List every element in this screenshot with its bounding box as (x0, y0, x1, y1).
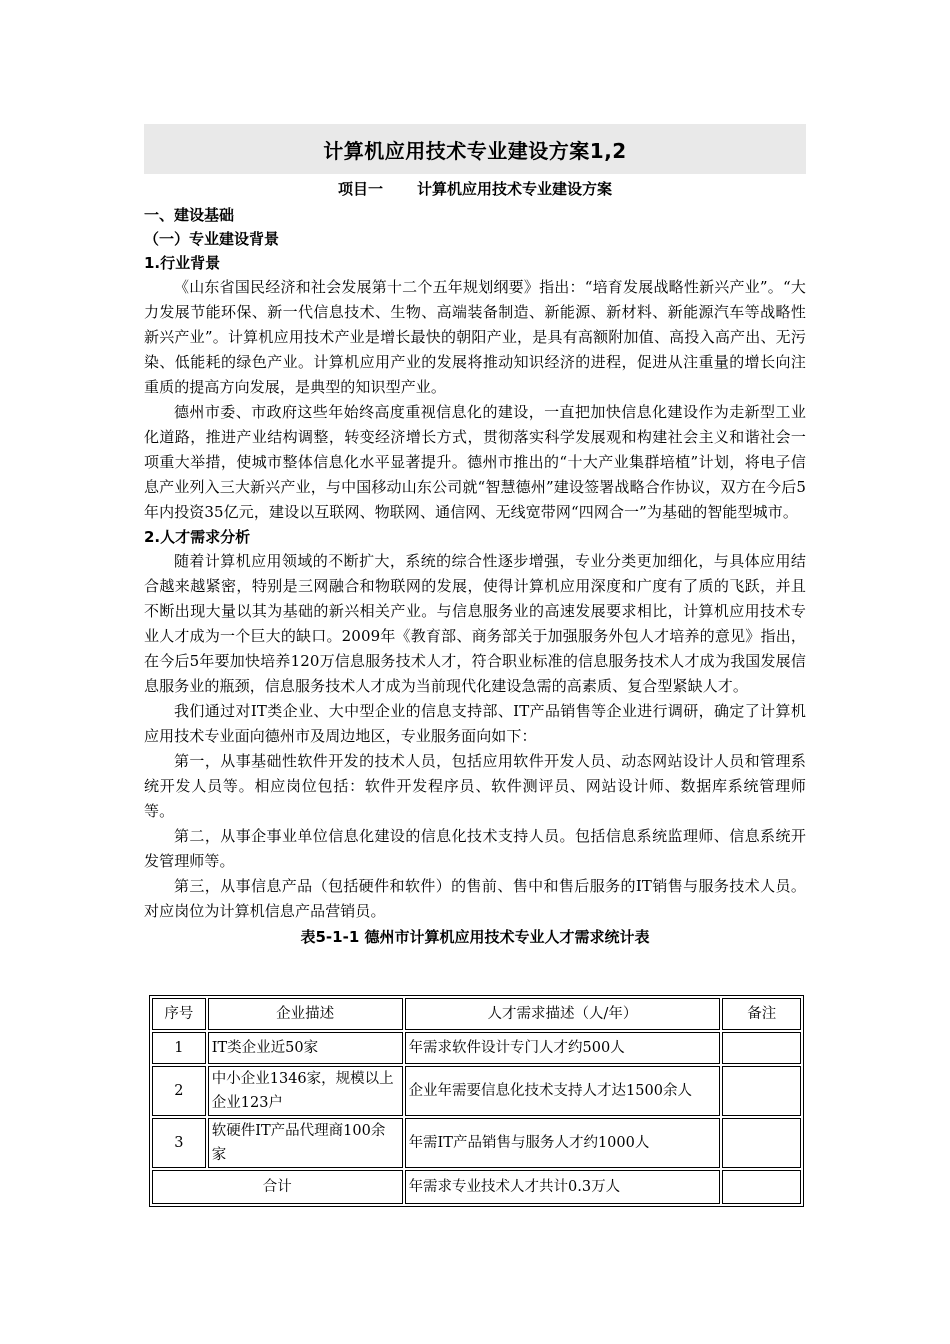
table-cell: IT类企业近50家 (208, 1032, 403, 1064)
demand-table (149, 995, 804, 1207)
table-header-row (152, 998, 801, 1030)
document-title: 计算机应用技术专业建设方案1,2 (144, 124, 806, 174)
table-row (152, 1066, 801, 1116)
header-cell: 人才需求描述（人/年） (405, 998, 721, 1030)
paragraph: 随着计算机应用领域的不断扩大，系统的综合性逐步增强，专业分类更加细化，与具体应用结合越来越紧密，特别是三网融合和物联网的发展，使得计算机应用深度和广度有了质的飞跃，并且不断出现大量以其为基础的新兴相关产业。与信息服务业的高速发展要求相比，计算机应用技术专业人才成为一个巨大的缺口。2009年《教育部、商务部关于加强服务外包人才培养的意见》指出，在今后5年要加快培养120万信息服务技术人才，符合职业标准的信息服务技术人才成为我国发展信息服务业的瓶颈，信息服务技术人才成为当前现代化建设急需的高素质、复合型紧缺人才。 (144, 552, 806, 695)
table-cell: 中小企业1346家，规模以上企业123户 (208, 1066, 403, 1116)
paragraph: 《山东省国民经济和社会发展第十二个五年规划纲要》指出：“培育发展战略性新兴产业”。“大力发展节能环保、新一代信息技术、生物、高端装备制造、新能源、新材料、新能源汽车等战略性新兴产业”。计算机应用技术产业是增长最快的朝阳产业，是具有高额附加值、高投入高产出、无污染、低能耗的绿色产业。计算机应用产业的发展将推动知识经济的进程，促进从注重量的增长向注重质的提高方向发展，是典型的知识型产业。 (144, 278, 806, 396)
table-row (152, 1032, 801, 1064)
project-title: 计算机应用技术专业建设方案 (417, 180, 613, 198)
table-cell (722, 1118, 801, 1168)
subsection-heading: （一）专业建设背景 (144, 230, 280, 248)
table-cell: 软硬件IT产品代理商100余家 (208, 1118, 403, 1168)
total-note (722, 1170, 801, 1204)
talent-heading: 2.人才需求分析 (144, 528, 251, 546)
table-cell: 2 (152, 1066, 206, 1116)
table-cell: 3 (152, 1118, 206, 1168)
total-label: 合计 (152, 1170, 403, 1204)
table-total-row (152, 1170, 801, 1204)
header-cell: 备注 (722, 998, 801, 1030)
table-cell: 1 (152, 1032, 206, 1064)
paragraph: 第三，从事信息产品（包括硬件和软件）的售前、售中和售后服务的IT销售与服务技术人员。对应岗位为计算机信息产品营销员。 (144, 877, 806, 920)
paragraph: 德州市委、市政府这些年始终高度重视信息化的建设，一直把加快信息化建设作为走新型工业化道路，推进产业结构调整，转变经济增长方式，贯彻落实科学发展观和构建社会主义和谐社会一项重大举措，使城市整体信息化水平显著提升。德州市推出的“十大产业集群培植”计划，将电子信息产业列入三大新兴产业，与中国移动山东公司就“智慧德州”建设签署战略合作协议，双方在今后5年内投资35亿元，建设以互联网、物联网、通信网、无线宽带网“四网合一”为基础的智能型城市。 (144, 403, 806, 521)
header-cell: 序号 (152, 998, 206, 1030)
project-label: 项目一 (337, 180, 383, 198)
total-demand: 年需求专业技术人才共计0.3万人 (405, 1170, 721, 1204)
header-cell: 企业描述 (208, 998, 403, 1030)
table-cell: 年需IT产品销售与服务人才约1000人 (405, 1118, 721, 1168)
project-heading (144, 176, 806, 203)
table-row (152, 1118, 801, 1168)
table-cell: 企业年需要信息化技术支持人才达1500余人 (405, 1066, 721, 1116)
table-cell (722, 1066, 801, 1116)
document-page (144, 124, 806, 948)
paragraph: 第一，从事基础性软件开发的技术人员，包括应用软件开发人员、动态网站设计人员和管理系统开发人员等。相应岗位包括：软件开发程序员、软件测评员、网站设计师、数据库系统管理师等。 (144, 752, 806, 820)
paragraph: 我们通过对IT类企业、大中型企业的信息支持部、IT产品销售等企业进行调研，确定了计算机应用技术专业面向德州市及周边地区，专业服务面向如下： (144, 702, 806, 745)
industry-heading: 1.行业背景 (144, 254, 221, 272)
table-cell (722, 1032, 801, 1064)
table-caption: 表5-1-1 德州市计算机应用技术专业人才需求统计表 (300, 928, 650, 946)
section-heading: 一、建设基础 (144, 206, 235, 224)
table-cell: 年需求软件设计专门人才约500人 (405, 1032, 721, 1064)
paragraph: 第二，从事企事业单位信息化建设的信息化技术支持人员。包括信息系统监理师、信息系统开发管理师等。 (144, 827, 806, 870)
